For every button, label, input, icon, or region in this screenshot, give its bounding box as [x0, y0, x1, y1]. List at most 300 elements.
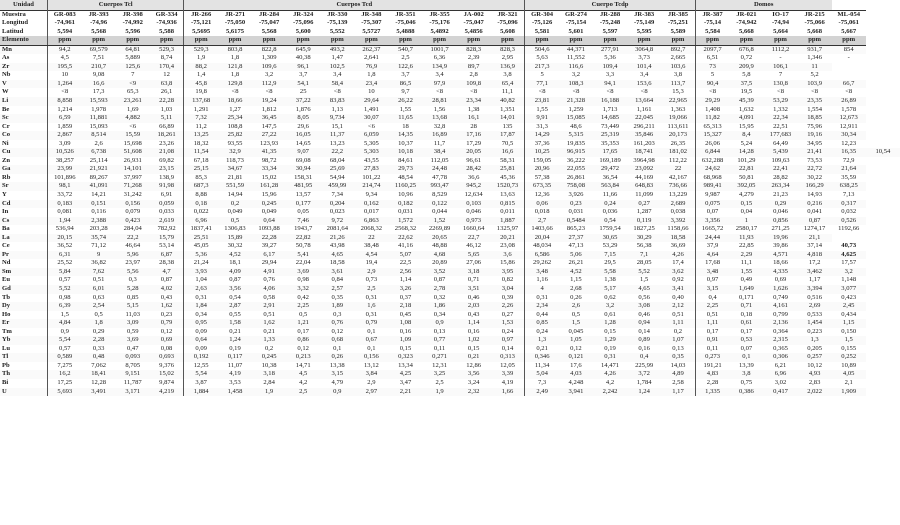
element-label: Cs: [0, 217, 48, 226]
element-value: 6,01: [82, 285, 116, 294]
element-value: 17,25: [48, 379, 82, 388]
element-value: 24,62: [695, 165, 729, 174]
element-value: 11,93: [729, 234, 763, 243]
element-label: Tl: [0, 353, 48, 362]
element-value: 41,16: [398, 242, 413, 250]
element-value: 4,84: [48, 319, 82, 328]
element-value: 0,16: [399, 327, 412, 335]
element-value: 0,97: [491, 336, 525, 345]
element-value: 1,03: [160, 105, 173, 113]
element-value: 2,25: [286, 302, 320, 311]
element-value: 1,408: [695, 106, 729, 115]
element-value: 0,85: [126, 293, 139, 301]
latitude-value: 5,4856: [464, 27, 483, 35]
element-value: 108,8: [227, 122, 243, 130]
element-value: 1,02: [457, 336, 491, 345]
element-value: 0,09: [184, 328, 218, 337]
element-value: 191,21: [695, 362, 729, 371]
element-value: 10,38: [261, 361, 277, 369]
element-value: 217,3: [525, 63, 559, 72]
element-value: 3,2: [832, 268, 866, 277]
element-value: 0,036: [602, 208, 618, 216]
element-value: 22,2: [320, 148, 354, 157]
longitude-value: -75,096: [497, 19, 518, 27]
sample-id: JR-271: [218, 10, 252, 19]
longitude-value: -75,047: [258, 19, 280, 27]
element-value: 2,87: [218, 302, 252, 311]
element-value: 2,5: [401, 54, 410, 62]
element-value: 2,5: [435, 379, 444, 387]
element-value: 0,94: [627, 319, 661, 328]
unidad-label: Unidad: [0, 0, 48, 10]
element-value: 1759,54: [599, 225, 621, 233]
element-value: 3,491: [82, 388, 116, 397]
element-value: 20,04: [525, 234, 559, 243]
element-value: 3,53: [229, 379, 241, 387]
element-value: 6,96: [763, 370, 797, 379]
longitude-value: -74,96: [90, 19, 108, 27]
element-value: 86,5: [388, 80, 422, 89]
sample-id: JR-266: [184, 10, 218, 19]
element-value: 135: [502, 122, 513, 130]
longitude-value: -74,936: [156, 19, 177, 27]
element-value: 0,386: [729, 388, 763, 397]
element-value: 1,16: [525, 276, 559, 285]
element-value: 4,2: [605, 379, 615, 387]
unit-value: ppm: [354, 36, 388, 45]
element-value: 4,279: [739, 190, 754, 198]
element-value: 1,9: [252, 388, 286, 397]
longitude-value: -75,121: [184, 19, 218, 28]
element-value: 1,15: [570, 276, 582, 284]
element-value: 2,8: [469, 71, 478, 79]
element-value: 1,713: [602, 105, 618, 113]
element-value: 1,214: [48, 106, 82, 115]
unit-value: ppm: [627, 36, 661, 45]
element-value: 1,33: [252, 336, 286, 345]
element-value: 2,57: [320, 285, 354, 294]
element-value: 63,8: [150, 80, 184, 89]
element-value: 1,53: [491, 319, 525, 328]
element-value: 209,9: [729, 63, 763, 72]
element-value: 1158,66: [667, 225, 689, 233]
unit-value: ppm: [661, 36, 695, 45]
element-value: 122,6: [388, 63, 422, 72]
element-value: 5: [695, 71, 729, 80]
element-value: 0,313: [491, 353, 525, 362]
element-value: 4,161: [763, 302, 797, 311]
element-value: 5,2: [810, 71, 819, 79]
element-value: 65,3: [126, 88, 139, 96]
unit-value: ppm: [184, 36, 218, 45]
element-label: Sr: [0, 182, 48, 191]
element-value: 0,40: [672, 293, 684, 301]
element-value: 4,93: [798, 370, 832, 379]
element-value: 27,06: [466, 259, 482, 267]
element-value: 6,738: [82, 148, 116, 157]
element-value: 3,72: [627, 370, 661, 379]
element-value: 1,66: [491, 388, 525, 397]
element-value: 48,88: [432, 242, 447, 250]
element-value: 8,05: [286, 114, 320, 123]
latitude-row: [0, 28, 900, 37]
element-value: 0,1: [367, 344, 376, 352]
element-value: 0,64: [252, 217, 286, 226]
element-value: 0,86: [286, 336, 320, 345]
element-value: 0,87: [433, 276, 446, 284]
element-value: 2,54: [82, 302, 116, 311]
element-value: 166,29: [798, 182, 832, 191]
element-value: 9: [82, 251, 116, 260]
element-value: <8: [231, 88, 239, 96]
element-value: 5,889: [125, 54, 141, 62]
element-label: Th: [0, 370, 48, 379]
element-value: 28,81: [423, 97, 457, 106]
element-value: 1943,7: [294, 225, 313, 233]
element-value: 11,66: [602, 190, 618, 198]
element-value: 90,4: [695, 80, 729, 89]
element-value: 113,7: [661, 80, 695, 89]
longitude-value: -75,061: [838, 19, 859, 27]
element-value: 29,262: [525, 259, 559, 268]
element-value: 0,79: [150, 319, 184, 328]
element-value: 4,25: [388, 370, 422, 379]
element-value: 0,04: [740, 208, 753, 216]
element-value: 17,3: [92, 88, 105, 96]
element-value: 112,22: [669, 156, 687, 164]
element-value: 1,5: [640, 276, 649, 284]
element-value: 18,58: [661, 234, 695, 243]
table-row: [0, 234, 900, 243]
element-label: Pb: [2, 361, 10, 369]
element-value: 116,6: [559, 63, 593, 72]
element-value: 89,267: [89, 173, 108, 181]
element-value: 13,34: [398, 361, 413, 369]
element-value: 45,8: [184, 80, 218, 89]
element-value: 7,51: [92, 54, 105, 62]
element-value: 22,85: [739, 242, 754, 250]
element-value: 3,24: [467, 379, 480, 387]
element-value: 1,55: [399, 105, 412, 113]
element-value: 3,09: [116, 319, 150, 328]
element-value: 1306,83: [224, 225, 246, 233]
element-value: 0,12: [160, 327, 173, 335]
longitude-value: -75,047: [463, 19, 484, 27]
element-value: 0,84: [331, 276, 344, 284]
element-value: 1,884: [184, 388, 218, 397]
element-value: 0,29: [763, 200, 797, 209]
element-value: 68,04: [329, 156, 345, 164]
unit-value: ppm: [763, 36, 797, 45]
table-row: [0, 157, 900, 166]
element-value: 9,7: [401, 88, 410, 96]
element-value: <8: [606, 88, 614, 96]
element-value: 1837,41: [184, 225, 218, 234]
element-value: 3,87: [184, 379, 218, 388]
element-value: 5,28: [116, 285, 150, 294]
element-value: 0,364: [773, 327, 788, 335]
element-value: 36,45: [252, 114, 286, 123]
longitude-value: -75,066: [804, 19, 825, 27]
element-value: 19,4: [365, 259, 378, 267]
element-value: 1,62: [252, 319, 286, 328]
element-value: 1,05: [559, 336, 593, 345]
element-value: 4,5: [48, 54, 82, 63]
element-value: 22,055: [559, 165, 593, 174]
element-value: 70,5: [501, 139, 514, 147]
element-value: 15,02: [261, 173, 277, 181]
element-value: 0,21: [263, 327, 275, 335]
element-value: 9,874: [159, 379, 174, 387]
element-value: 0,53: [729, 336, 763, 345]
latitude-value: 5,581: [525, 28, 559, 37]
element-value: 0,033: [159, 208, 174, 216]
element-value: 6,96: [184, 217, 218, 226]
element-value: 7,32: [184, 114, 218, 123]
element-value: 0,31: [184, 294, 218, 303]
table-row: [0, 251, 900, 260]
element-value: 1,8: [367, 71, 376, 79]
element-label: Be: [2, 105, 10, 113]
element-value: 43,55: [363, 156, 379, 164]
element-value: 828,3: [491, 45, 525, 54]
unit-value: ppm: [116, 36, 150, 45]
element-value: 26,89: [832, 97, 866, 106]
element-value: 0,023: [329, 208, 345, 216]
element-value: 648,83: [627, 182, 661, 191]
unit-value: ppm: [286, 36, 320, 45]
element-value: 15,093: [89, 122, 108, 130]
element-value: 2,95: [501, 54, 514, 62]
element-value: 0,273: [695, 353, 729, 362]
element-value: 5,04: [525, 370, 559, 379]
element-value: 18,741: [627, 148, 661, 157]
element-value: 11,552: [567, 54, 585, 62]
element-value: 22,04: [295, 259, 311, 267]
element-value: 0,1: [367, 327, 376, 335]
element-value: 1,9: [423, 388, 457, 397]
element-value: 19,5: [740, 88, 753, 96]
element-value: 20,15: [48, 234, 82, 243]
element-value: 15,3: [672, 88, 684, 96]
element-value: 41,35: [252, 148, 286, 157]
element-value: 2,63: [184, 285, 218, 294]
element-value: 39,27: [261, 242, 277, 250]
element-value: 12,86: [466, 361, 482, 369]
element-value: 1665,72: [695, 225, 729, 234]
element-value: 1,08: [388, 319, 422, 328]
unit-value: ppm: [218, 36, 252, 45]
element-value: 108,3: [559, 80, 593, 89]
element-value: 0,022: [184, 208, 218, 217]
element-value: 2,58: [672, 379, 684, 387]
element-value: 12,673: [832, 114, 866, 123]
element-value: 3,7: [299, 71, 308, 79]
sample-id: GR-083: [48, 10, 82, 19]
element-value: 106,1: [763, 63, 797, 72]
element-value: 21,921: [82, 165, 116, 174]
element-value: 29,73: [388, 165, 422, 174]
element-value: 0,44: [525, 311, 559, 320]
element-value: 0,15: [467, 344, 480, 352]
element-value: 29,94: [261, 259, 277, 267]
element-value: 0,183: [48, 200, 82, 209]
element-value: 4,818: [798, 251, 832, 260]
element-value: 10: [48, 71, 82, 80]
element-value: 0,05: [297, 208, 309, 216]
element-value: 0,31: [525, 294, 559, 303]
element-value: 1,13: [331, 105, 344, 113]
element-value: 30,34: [832, 131, 866, 140]
element-value: 7,3: [525, 379, 559, 388]
element-value: 0,27: [501, 310, 514, 318]
element-value: 23,092: [627, 165, 661, 174]
element-value: 10,18: [388, 148, 422, 157]
element-value: 23,15: [150, 165, 184, 174]
element-value: 1,09: [388, 336, 422, 345]
element-value: 0,192: [184, 353, 218, 362]
element-label: Cr: [2, 122, 10, 130]
element-value: 129,8: [218, 80, 252, 89]
element-value: 0,156: [116, 200, 150, 209]
element-value: 40,38: [295, 54, 311, 62]
element-value: 16,89: [423, 131, 457, 140]
latitude-value: 5,597: [602, 27, 618, 35]
element-value: 9,376: [159, 361, 174, 369]
element-value: 0,21: [525, 345, 559, 354]
element-value: 1,17: [661, 388, 695, 397]
element-value: 7,13: [842, 190, 855, 198]
element-value: 94,2: [48, 45, 82, 54]
table-row: [0, 379, 900, 388]
element-value: 3,394: [798, 285, 832, 294]
element-value: 26,21: [568, 259, 584, 267]
element-value: 0,032: [841, 208, 857, 216]
element-value: 19,96: [763, 234, 797, 243]
element-value: 10,89: [841, 361, 857, 369]
element-value: 3,18: [252, 370, 286, 379]
element-value: 4,7: [150, 268, 184, 277]
element-value: 214,74: [354, 182, 388, 191]
element-value: 4,19: [218, 370, 252, 379]
element-value: 20,173: [661, 131, 695, 140]
element-value: 0,51: [695, 311, 729, 320]
element-value: 2,25: [695, 302, 729, 311]
element-label: Zn: [2, 156, 11, 164]
longitude-value: -74,961: [48, 19, 82, 28]
element-value: 21,41: [798, 148, 832, 157]
element-value: 57,38: [525, 174, 559, 183]
element-label: Bi: [2, 379, 9, 387]
element-value: 93,55: [227, 139, 243, 147]
element-value: 2,84: [263, 379, 275, 387]
element-value: 38,48: [363, 242, 379, 250]
element-value: 5,305: [363, 139, 379, 147]
element-value: 22,28: [150, 97, 184, 106]
element-value: 493,2: [320, 45, 354, 54]
element-value: 39,86: [773, 242, 788, 250]
table-row: [0, 54, 900, 63]
element-label: Ni: [2, 139, 9, 147]
element-value: 277,91: [593, 45, 627, 54]
element-value: 0,11: [695, 345, 729, 354]
element-value: 58,4: [320, 80, 354, 89]
table-row: [0, 217, 900, 226]
element-value: 3,171: [116, 388, 150, 397]
table-row: [0, 353, 900, 362]
element-value: 1192,66: [838, 225, 860, 233]
element-value: 161,28: [252, 182, 286, 191]
element-value: 7,46: [286, 217, 320, 226]
element-label: Zr: [0, 63, 48, 72]
element-value: 73: [695, 63, 729, 72]
latitude-value: 5,596: [125, 27, 141, 35]
element-value: 0,155: [841, 344, 857, 352]
element-value: 1,07: [661, 336, 695, 345]
element-value: 2,45: [832, 302, 866, 311]
element-value: 3,4: [640, 71, 649, 79]
element-value: 1,4: [184, 71, 218, 80]
element-value: 89,7: [457, 63, 491, 72]
element-value: 7: [778, 71, 783, 79]
element-value: 19,24: [252, 97, 286, 106]
table-row: [0, 276, 900, 285]
longitude-value: -75,176: [429, 19, 450, 27]
element-value: 11,65: [388, 114, 422, 123]
element-value: 1,812: [261, 105, 277, 113]
element-value: 0,87: [160, 276, 173, 284]
element-value: 112,05: [430, 156, 449, 164]
element-value: 41,091: [82, 182, 116, 191]
element-value: 0,23: [160, 310, 173, 318]
element-value: 0,08: [160, 344, 173, 352]
element-value: 40,82: [491, 97, 525, 106]
element-value: 47,78: [432, 173, 447, 181]
element-value: 35,74: [82, 234, 116, 243]
element-value: 2,34: [525, 302, 559, 311]
element-value: 0,87: [229, 276, 241, 284]
element-value: 0,82: [501, 276, 514, 284]
element-value: 1,887: [491, 217, 525, 226]
longitude-value: -75,154: [565, 19, 587, 27]
element-value: 14,21: [91, 190, 107, 198]
element-value: 5: [525, 71, 559, 80]
element-value: 23,34: [457, 97, 491, 106]
element-value: 18,32: [184, 140, 218, 149]
element-value: 10,25: [525, 148, 559, 157]
element-value: 2,29: [729, 251, 763, 260]
element-value: 1,5: [832, 336, 866, 345]
element-value: 71,268: [116, 182, 150, 191]
element-value: 19,835: [566, 139, 586, 147]
element-value: 0,749: [773, 293, 788, 301]
element-value: 64,81: [116, 45, 150, 54]
element-value: 0,011: [500, 208, 515, 216]
element-value: 181,02: [661, 148, 695, 157]
element-value: 48,6: [570, 122, 582, 130]
element-value: 0,2: [264, 344, 274, 352]
element-value: 2,242: [593, 388, 627, 397]
group-header: Cuerpos Tcd: [184, 0, 525, 10]
element-value: 10,12: [807, 361, 823, 369]
element-value: 14,94: [227, 190, 243, 198]
element-label: Rb: [2, 173, 11, 181]
element-value: 21,23: [773, 190, 788, 198]
element-value: 3,7: [401, 71, 410, 79]
element-value: 2580,17: [735, 225, 758, 233]
unit-value: ppm: [832, 36, 866, 45]
element-value: 4,26: [593, 370, 627, 379]
